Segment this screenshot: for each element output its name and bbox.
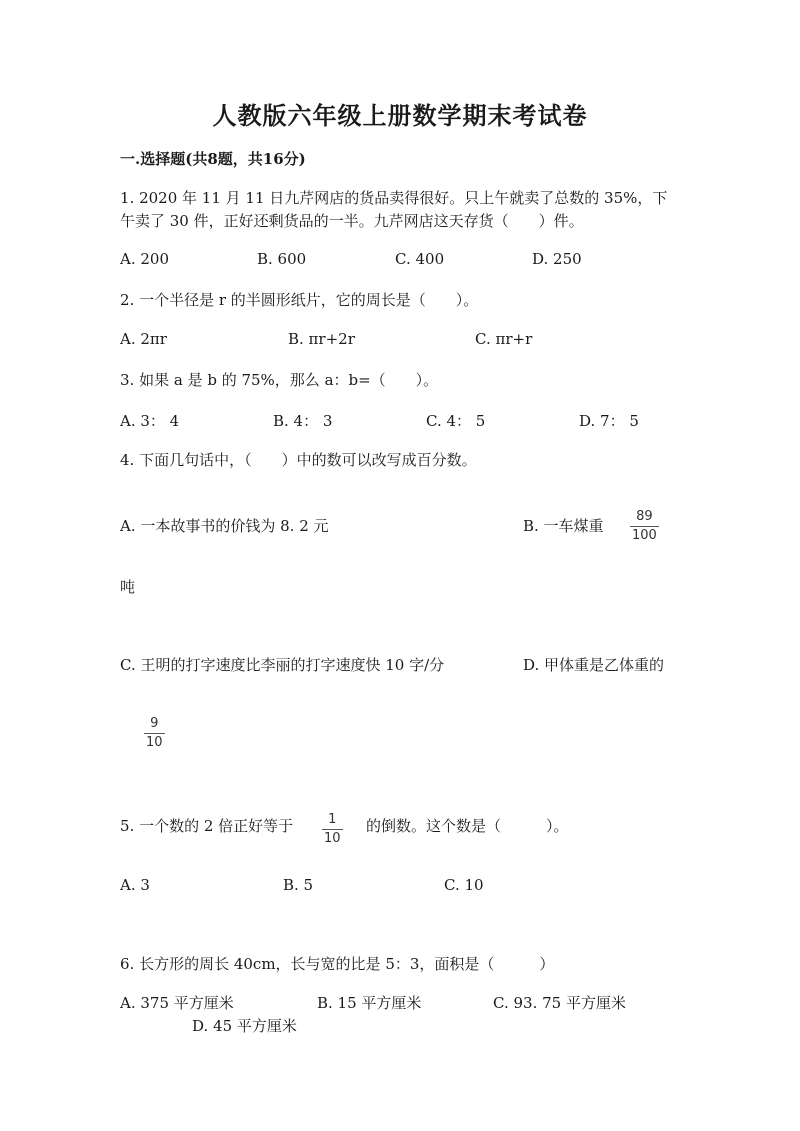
question-3-option-d: D. 7： 5 <box>579 412 639 430</box>
question-4-option-c: C. 王明的打字速度比李丽的打字速度快 10 字/分 <box>120 656 445 674</box>
question-2-option-a: A. 2πr <box>120 330 167 348</box>
fraction-numerator: 1 <box>328 812 337 827</box>
fraction-denominator: 10 <box>324 831 341 846</box>
question-5-text-end: 的倒数。这个数是（ ）。 <box>366 817 569 835</box>
question-6-option-d: D. 45 平方厘米 <box>192 1017 297 1035</box>
question-1-option-c: C. 400 <box>395 250 445 268</box>
fraction-bar <box>322 829 343 830</box>
question-5-option-c: C. 10 <box>444 876 484 894</box>
question-1-line-1: 1. 2020 年 11 月 11 日九芹网店的货品卖得很好。只上午就卖了总数的 35%，下 <box>120 189 668 207</box>
question-6-option-b: B. 15 平方厘米 <box>317 994 422 1012</box>
question-1-line-2: 午卖了 30 件，正好还剩货品的一半。九芹网店这天存货（ ）件。 <box>120 212 584 230</box>
page-title: 人教版六年级上册数学期末考试卷 <box>212 101 588 130</box>
question-6-text: 6. 长方形的周长 40cm，长与宽的比是 5：3，面积是（ ） <box>120 955 555 973</box>
question-4-option-b: B. 一车煤重 <box>523 517 604 535</box>
fraction-bar <box>630 526 659 527</box>
fraction-numerator: 9 <box>150 716 159 731</box>
question-3-option-c: C. 4： 5 <box>426 412 486 430</box>
question-4-option-a: A. 一本故事书的价钱为 8. 2 元 <box>120 517 329 535</box>
fraction-bar <box>144 733 165 734</box>
question-3-option-a: A. 3： 4 <box>120 412 180 430</box>
question-4-option-b-fraction <box>630 509 659 544</box>
question-4-option-d-fraction <box>144 716 165 751</box>
section-heading: 一.选择题(共8题，共16分) <box>120 150 306 168</box>
question-4-option-b-unit: 吨 <box>120 578 136 596</box>
question-4-option-d: D. 甲体重是乙体重的 <box>523 656 665 674</box>
question-2-text: 2. 一个半径是 r 的半圆形纸片，它的周长是（ ）。 <box>120 291 479 309</box>
fraction-numerator: 89 <box>636 509 653 524</box>
question-1-option-b: B. 600 <box>257 250 307 268</box>
question-5-text-start: 5. 一个数的 2 倍正好等于 <box>120 817 294 835</box>
question-4-text: 4. 下面几句话中，（ ）中的数可以改写成百分数。 <box>120 451 477 469</box>
question-3-text: 3. 如果 a 是 b 的 75%，那么 a：b=（ ）。 <box>120 371 439 389</box>
question-2-option-b: B. πr+2r <box>288 330 355 348</box>
fraction-denominator: 10 <box>146 735 163 750</box>
question-5-option-a: A. 3 <box>120 876 150 894</box>
question-6-option-c: C. 93. 75 平方厘米 <box>493 994 626 1012</box>
fraction-denominator: 100 <box>632 528 657 543</box>
question-5-fraction <box>322 812 343 847</box>
question-5-option-b: B. 5 <box>283 876 314 894</box>
question-6-option-a: A. 375 平方厘米 <box>120 994 234 1012</box>
question-2-option-c: C. πr+r <box>475 330 533 348</box>
question-1-option-a: A. 200 <box>120 250 169 268</box>
question-3-option-b: B. 4： 3 <box>273 412 333 430</box>
question-1-option-d: D. 250 <box>532 250 582 268</box>
